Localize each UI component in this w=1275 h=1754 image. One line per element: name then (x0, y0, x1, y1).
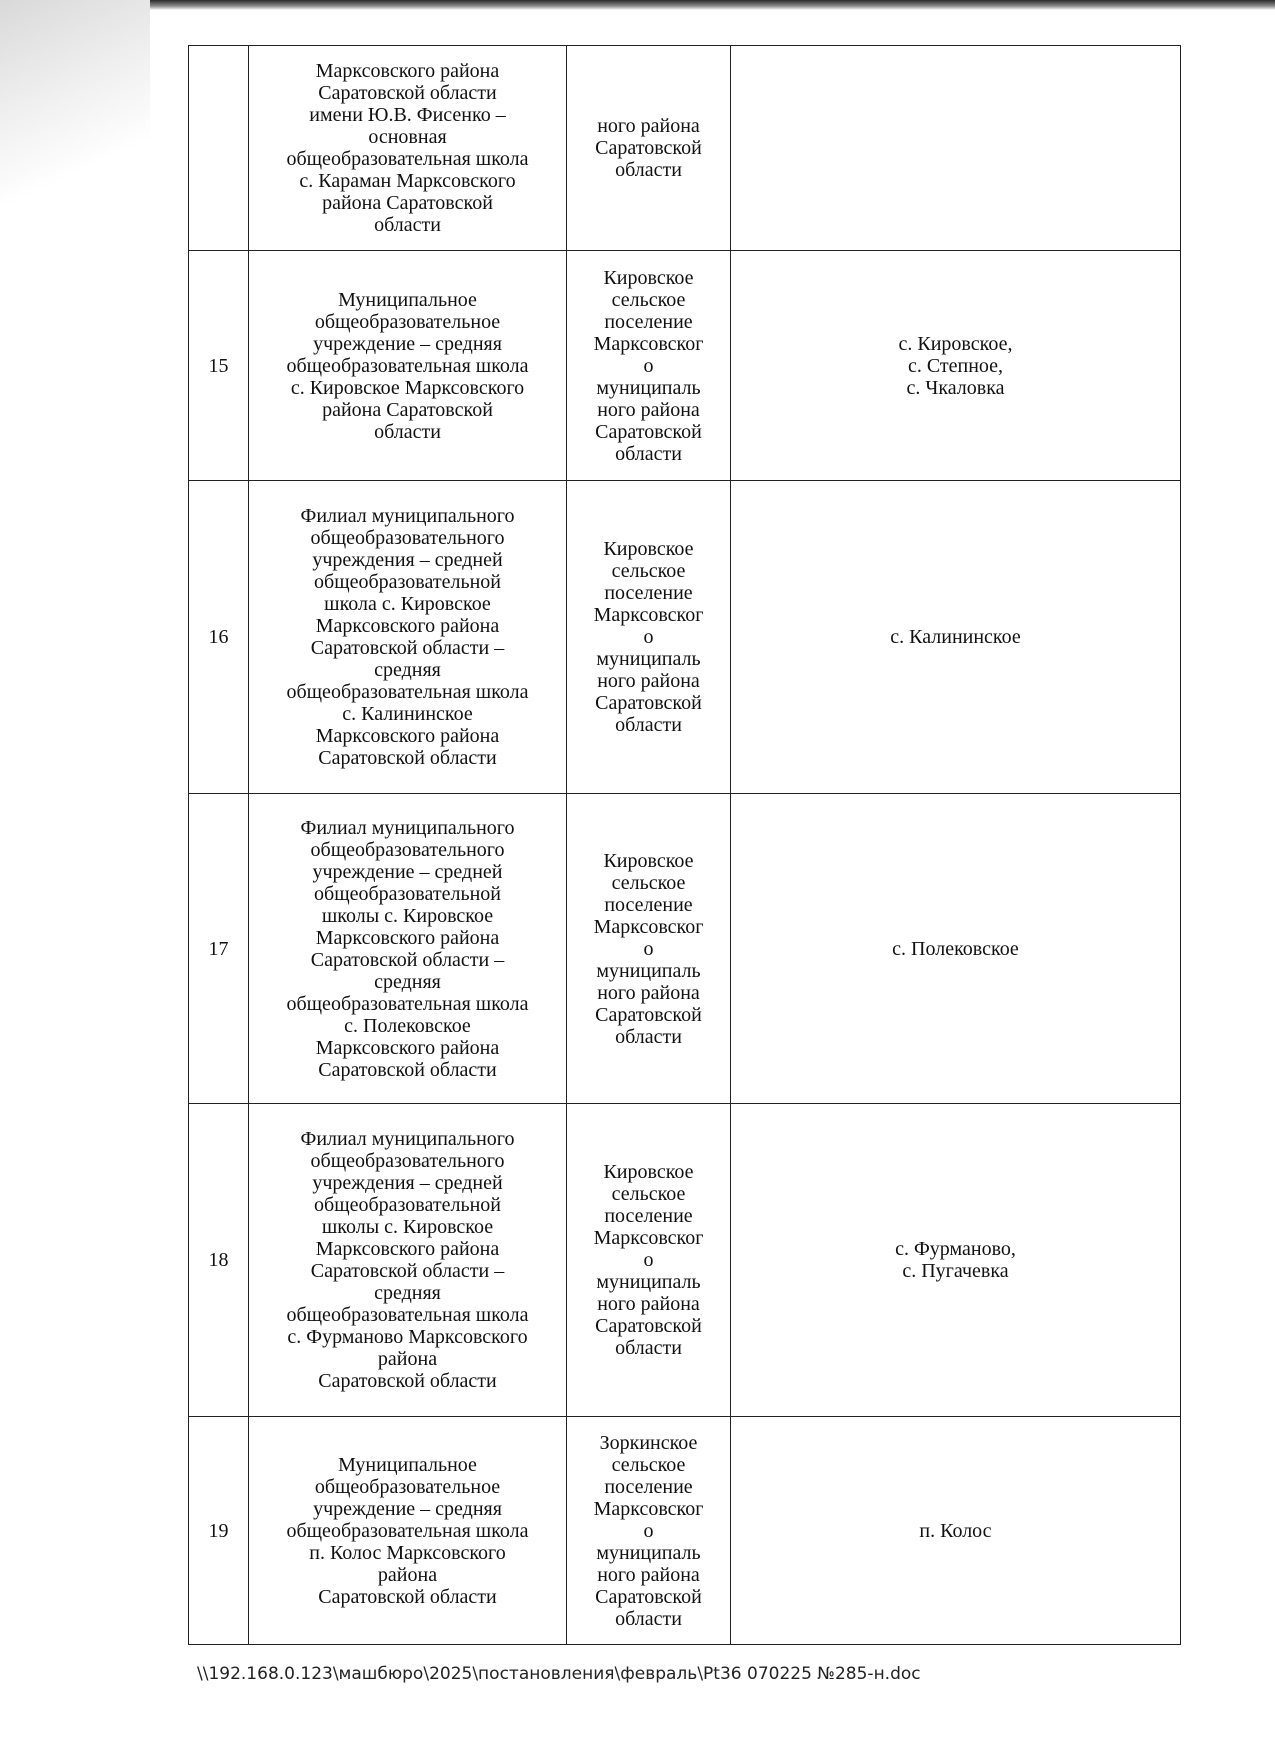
assigned-places: с. Фурманово, с. Пугачевка (731, 1104, 1181, 1417)
table-row (189, 1104, 1181, 1417)
row-number: 19 (189, 1417, 249, 1645)
table-row (189, 251, 1181, 481)
assigned-places: с. Кировское, с. Степное, с. Чкаловка (731, 251, 1181, 481)
assigned-places: с. Полековское (731, 794, 1181, 1104)
assigned-places: с. Калининское (731, 481, 1181, 794)
school-name: Марксовского района Саратовской области имени Ю.В. Фисенко – основная общеобразовательная школа с. Караман Марксовского района Саратовской области (249, 46, 567, 251)
row-number: 18 (189, 1104, 249, 1417)
row-number: 16 (189, 481, 249, 794)
scan-page-fold (0, 0, 150, 230)
schools-table (188, 45, 1181, 1645)
assigned-places: п. Колос (731, 1417, 1181, 1645)
table-row (189, 1417, 1181, 1645)
settlement-name: Кировское сельское поселение Марксовског о муниципаль ного района Саратовской области (567, 481, 731, 794)
school-name: Муниципальное общеобразовательное учреждение – средняя общеобразовательная школа с. Кировское Марксовского района Саратовской области (249, 251, 567, 481)
document-file-path: \\192.168.0.123\машбюро\2025\постановления\февраль\Pt36 070225 №285-н.doc (197, 1664, 921, 1684)
table-row (189, 46, 1181, 251)
row-number: 17 (189, 794, 249, 1104)
table-row (189, 481, 1181, 794)
table-row (189, 794, 1181, 1104)
school-name: Филиал муниципального общеобразовательного учреждения – средней общеобразовательной школы с. Кировское Марксовского района Саратовской области – средняя общеобразовательная школа с. Фурманово Марксовского района Саратовской области (249, 1104, 567, 1417)
settlement-name: Кировское сельское поселение Марксовског о муниципаль ного района Саратовской области (567, 1104, 731, 1417)
settlement-name: Кировское сельское поселение Марксовског о муниципаль ного района Саратовской области (567, 794, 731, 1104)
school-name: Муниципальное общеобразовательное учреждение – средняя общеобразовательная школа п. Колос Марксовского района Саратовской области (249, 1417, 567, 1645)
row-number: 15 (189, 251, 249, 481)
school-name: Филиал муниципального общеобразовательного учреждение – средней общеобразовательной школы с. Кировское Марксовского района Саратовской области – средняя общеобразовательная школа с. Полековское Марксовского района Саратовской области (249, 794, 567, 1104)
settlement-name: Зоркинское сельское поселение Марксовског о муниципаль ного района Саратовской области (567, 1417, 731, 1645)
assigned-places (731, 46, 1181, 251)
scan-edge-shadow (0, 0, 1275, 10)
settlement-name: Кировское сельское поселение Марксовског о муниципаль ного района Саратовской области (567, 251, 731, 481)
settlement-name: ного района Саратовской области (567, 46, 731, 251)
school-name: Филиал муниципального общеобразовательного учреждения – средней общеобразовательной школа с. Кировское Марксовского района Саратовской области – средняя общеобразовательная школа с. Калининское Марксовского района Саратовской области (249, 481, 567, 794)
row-number (189, 46, 249, 251)
